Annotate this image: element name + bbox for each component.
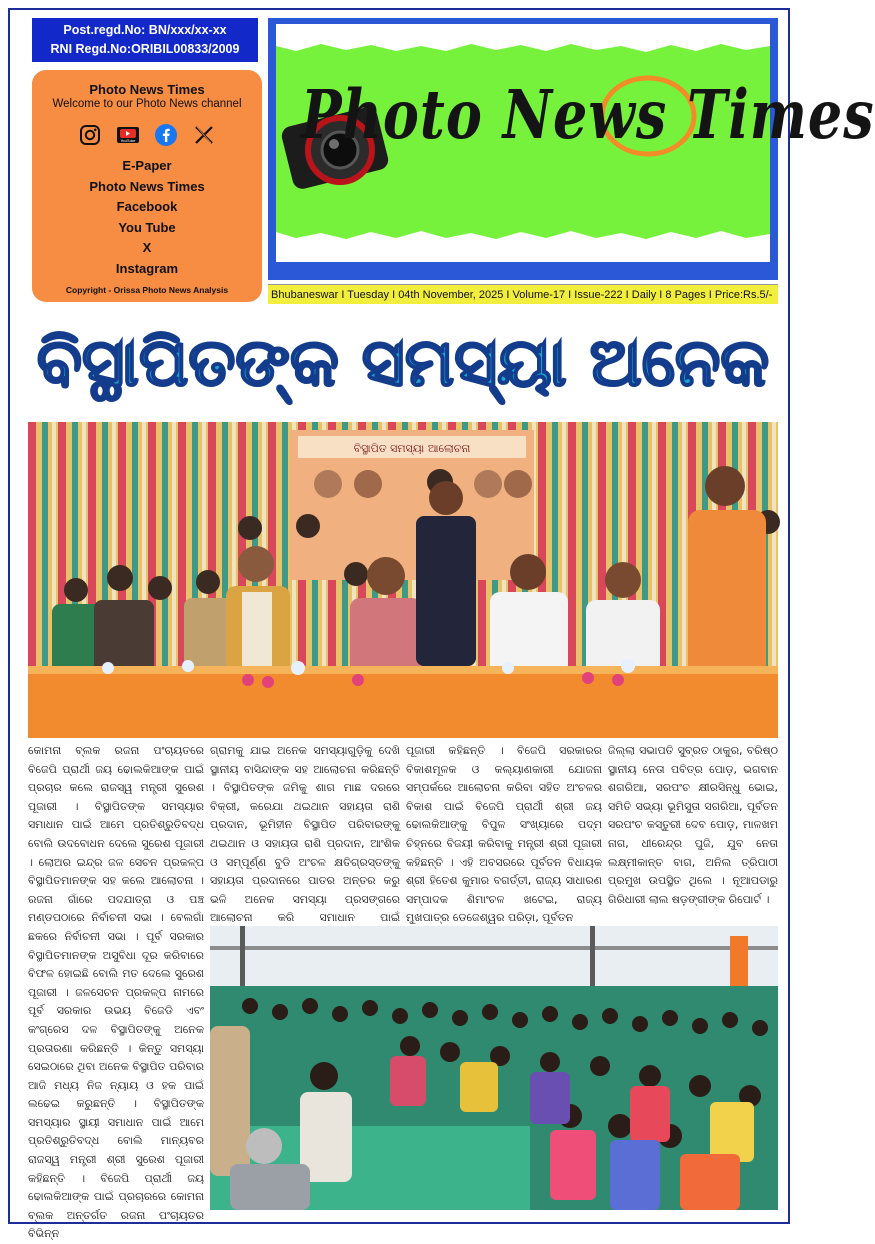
masthead-background: [276, 24, 875, 262]
crowd-meeting-photo: [210, 926, 778, 1210]
link-epaper[interactable]: E-Paper: [122, 158, 172, 173]
article-column-3: ପୂଜାରୀ କହିଛନ୍ତି । ବିଜେପି ସରକାରର ବିକାଶମୂଳକ ଓ କଲ୍ୟାଣକାରୀ ଯୋଜନା ସମ୍ପର୍କରେ ଆଲୋଚନା କରିବା ସହିତ ଅଂଚଳର ବିକାଶ ପାଇଁ ବିଜେପି ପ୍ରାର୍ଥୀ ଶ୍ରୀ ଜୟ ଢୋଲକିଆଙ୍କୁ ବିପୁଳ ସଂଖ୍ୟାରେ ପଦ୍ମ ଚିହ୍ନରେ ବିଜୟୀ କରିବାକୁ ମନ୍ତ୍ରୀ ଶ୍ରୀ ପୂଜାରୀ କହିଛନ୍ତି । ଏହି ଅବସରରେ ପୂର୍ବତନ ବିଧାୟକ ଶ୍ରୀ ହିତେଶ କୁମାର ବଗର୍ତ୍ତୀ, ରାଜ୍ୟ ସାଧାରଣ ସମ୍ପାଦକ ଶିମାଂଚଳ ଖଟେଇ, ରାଜ୍ୟ ମୁଖପାତ୍ର ଡେଜେଶ୍ୱର ପରିଡ଼ା, ପୂର୍ବତନ: [406, 744, 602, 925]
page-headline: ବିସ୍ଥାପିତଙ୍କ ସମସ୍ୟା ଅନେକ: [36, 324, 770, 401]
postal-registration: Post.regd.No: BN/xxx/xx-xx: [63, 23, 227, 37]
masthead-logo: Photo News Times: [301, 74, 875, 154]
social-icons: [32, 122, 262, 148]
meeting-stage-photo: [28, 422, 778, 738]
article-column-2: ଗ୍ରାମକୁ ଯାଇ ଅନେକ ସମସ୍ୟାଗୁଡ଼ିକୁ ଦେଖି ସ୍ଥାନୀୟ ବାସିନ୍ଦାଙ୍କ ସହ ଆଲୋଚନା କରିଛନ୍ତି । ବିସ୍ଥାପିତଙ୍କ ଜମିକୁ ଶାଗ ମାଛ ଦରରେ ବିକ୍ରୀ, କରେଯା ଥଇଥାନ ସହାୟତା ରାଶି ପ୍ରଦାନ, ଭୂମିହୀନ ବିସ୍ଥାପିତ ପରିବାରଙ୍କୁ ଥଇଥାନ ଓ ସହାୟତା ରାଶି ପ୍ରଦାନ, ଆଂଶିକ ଓ ସମ୍ପୂର୍ଣ୍ଣ ବୁଡି ଅଂଚଳ କ୍ଷତିଗ୍ରସ୍ତଙ୍କୁ ସହାୟତା ପ୍ରଦାନରେ ପାତର ଅନ୍ତର କରୁ ଭଳି ଅନେକ ସମସ୍ୟା ପ୍ରସଙ୍ଗରେ ଆଲୋଚନା କରି ସମାଧାନ ପାଇଁ: [210, 744, 400, 925]
facebook-icon[interactable]: [154, 123, 178, 147]
x-icon[interactable]: [192, 123, 216, 147]
article-column-1: କୋମନା ବ୍ଲକ ରଜନା ପଂଚାୟତରେ ବିଜେପି ପ୍ରାର୍ଥୀ ଜୟ ଢୋଲକିଆଙ୍କ ପାଇଁ ପ୍ରଚାର କଲେ ରାଜସ୍ୱ ମନ୍ତ୍ରୀ ସୁରେଶ ପୂଜାରୀ । ବିସ୍ଥାପିତଙ୍କ ସମସ୍ୟାର ସମାଧାନ ପାଇଁ ଆମେ ପ୍ରତିଶ୍ରୁତିବଦ୍ଧ ବୋଲି ଉଦବୋଧନ ଦେଲେ ସୁରେଶ ପୂଜାରୀ । ଲୋଅର ଇନ୍ଦ୍ର ଜଳ ସେଚନ ପ୍ରକଳ୍ପ ବିସ୍ଥାପିତମାନଙ୍କ ସହ କଲେ ଆଲୋଚନା । ରଜନା ଗାଁରେ ପଦଯାତ୍ରା ଓ ପଞ୍ଚ ମଣ୍ଡପଠାରେ ନିର୍ବାଚନୀ ସଭା । ବେଲଗାଁ ଛକରେ ନିର୍ବାଚନୀ ସଭା । ପୂର୍ବ ସରକାର ବିସ୍ଥାପିତମାନଙ୍କ ଅସୁବିଧା ଦୂର କରିବାରେ ବିଫଳ ହୋଇଛି ବୋଲି ମତ ଦେଲେ ସୁରେଶ ପୂଜାରୀ । ଜଳସେଚନ ପ୍ରକଳ୍ପ ନାମରେ ପୂର୍ବ ସରକାର ଉଭୟ ବିଜେଡି ଏବଂ କଂଗ୍ରେସ ଦଳ ବିସ୍ଥାପିତଙ୍କୁ ଅନେକ ପ୍ରତାରଣା କରିଛନ୍ତି । କିନ୍ତୁ ସମସ୍ୟା ସେଇଠାରେ ଥିବା ଅନେକ ବିସ୍ଥାପିତ ପରିବାର ଆଜି ମଧ୍ୟ ନିଜ ନ୍ୟାୟ ଓ ହକ ପାଇଁ ଲଢେଇ କରୁଛନ୍ତି । ବିସ୍ଥାପିତଙ୍କ ସମସ୍ୟାର ସ୍ଥାୟୀ ସମାଧାନ ପାଇଁ ଆମେ ପ୍ରତିଶ୍ରୁତିବଦ୍ଧ ବୋଲି ମାନ୍ୟବର ରାଜସ୍ୱ ମନ୍ତ୍ରୀ ଶ୍ରୀ ସୁରେଶ ପୂଜାରୀ କହିଛନ୍ତି । ବିଜେପି ପ୍ରାର୍ଥୀ ଜୟ ଢୋଲକିଆଙ୍କ ପାଇଁ ପ୍ରଚାରରେ କୋମନା ବ୍ଲକ ଅନ୍ତର୍ଗତ ରଜନା ପଂଚାୟତର ବିଭିନ୍ନ: [28, 744, 204, 1241]
copyright-text: Copyright - Orissa Photo News Analysis: [65, 285, 229, 295]
masthead-banner: [268, 18, 875, 280]
link-facebook[interactable]: Facebook: [116, 199, 178, 214]
link-instagram[interactable]: Instagram: [115, 260, 179, 276]
registration-box: [32, 18, 258, 62]
stage-banner-text: ବିସ୍ଥାପିତ ସମସ୍ୟା ଆଲୋଚନା: [353, 442, 471, 455]
article-column-4: ଜିଲ୍ଲା ସଭାପତି ସୁବ୍ରତ ଠାକୁର, ବରିଷ୍ଠ ସ୍ଥାନୀୟ ନେତା ପବିତ୍ର ପୋଡ଼, ଭଗବାନ ଶଗରିଆ, ସରପଂଚ କ୍ଷୀରସିନ୍ଧୁ ଭୋଇ, ସମିତି ସଭ୍ୟା ଭୂମିସୁତା ସଗରିଆ, ପୂର୍ବତନ ସରପଂଚ କସ୍ତୁରୀ ଦେବ ପୋଡ଼, ମାଳଖମ ନାଗ, ଧୀରେନ୍ଦ୍ର ପୁଜି, ଯୁବ ନେତା ଲକ୍ଷ୍ମୀକାନ୍ତ ବାଗ, ଅନିଲ ତ୍ରିପାଠୀ ପ୍ରମୁଖ ଉପସ୍ଥିତ ଥିଲେ । ନୂଆପଡାରୁ ଗିରିଧାରୀ ଲାଲ ଷଡ଼ଙ୍ଗୀଙ୍କ ରିପୋର୍ଟ ।: [608, 744, 778, 906]
youtube-icon-label: YouTube: [120, 139, 136, 143]
link-x[interactable]: X: [142, 240, 152, 255]
instagram-icon[interactable]: [78, 123, 102, 147]
channel-promo-panel: [32, 70, 262, 302]
rni-registration: RNI Regd.No:ORIBIL00833/2009: [50, 42, 240, 56]
link-youtube[interactable]: You Tube: [118, 219, 176, 235]
promo-title: Photo News Times: [89, 82, 205, 97]
youtube-icon[interactable]: [116, 123, 140, 147]
promo-welcome: Welcome to our Photo News channel: [52, 98, 242, 110]
link-photo-news-times[interactable]: Photo News Times: [89, 178, 205, 194]
issue-info-bar: Bhubaneswar I Tuesday I 04th November, 2025 I Volume-17 I Issue-222 I Daily I 8 Pages I Price:Rs.5/-: [268, 284, 778, 304]
promo-links: [32, 156, 262, 279]
